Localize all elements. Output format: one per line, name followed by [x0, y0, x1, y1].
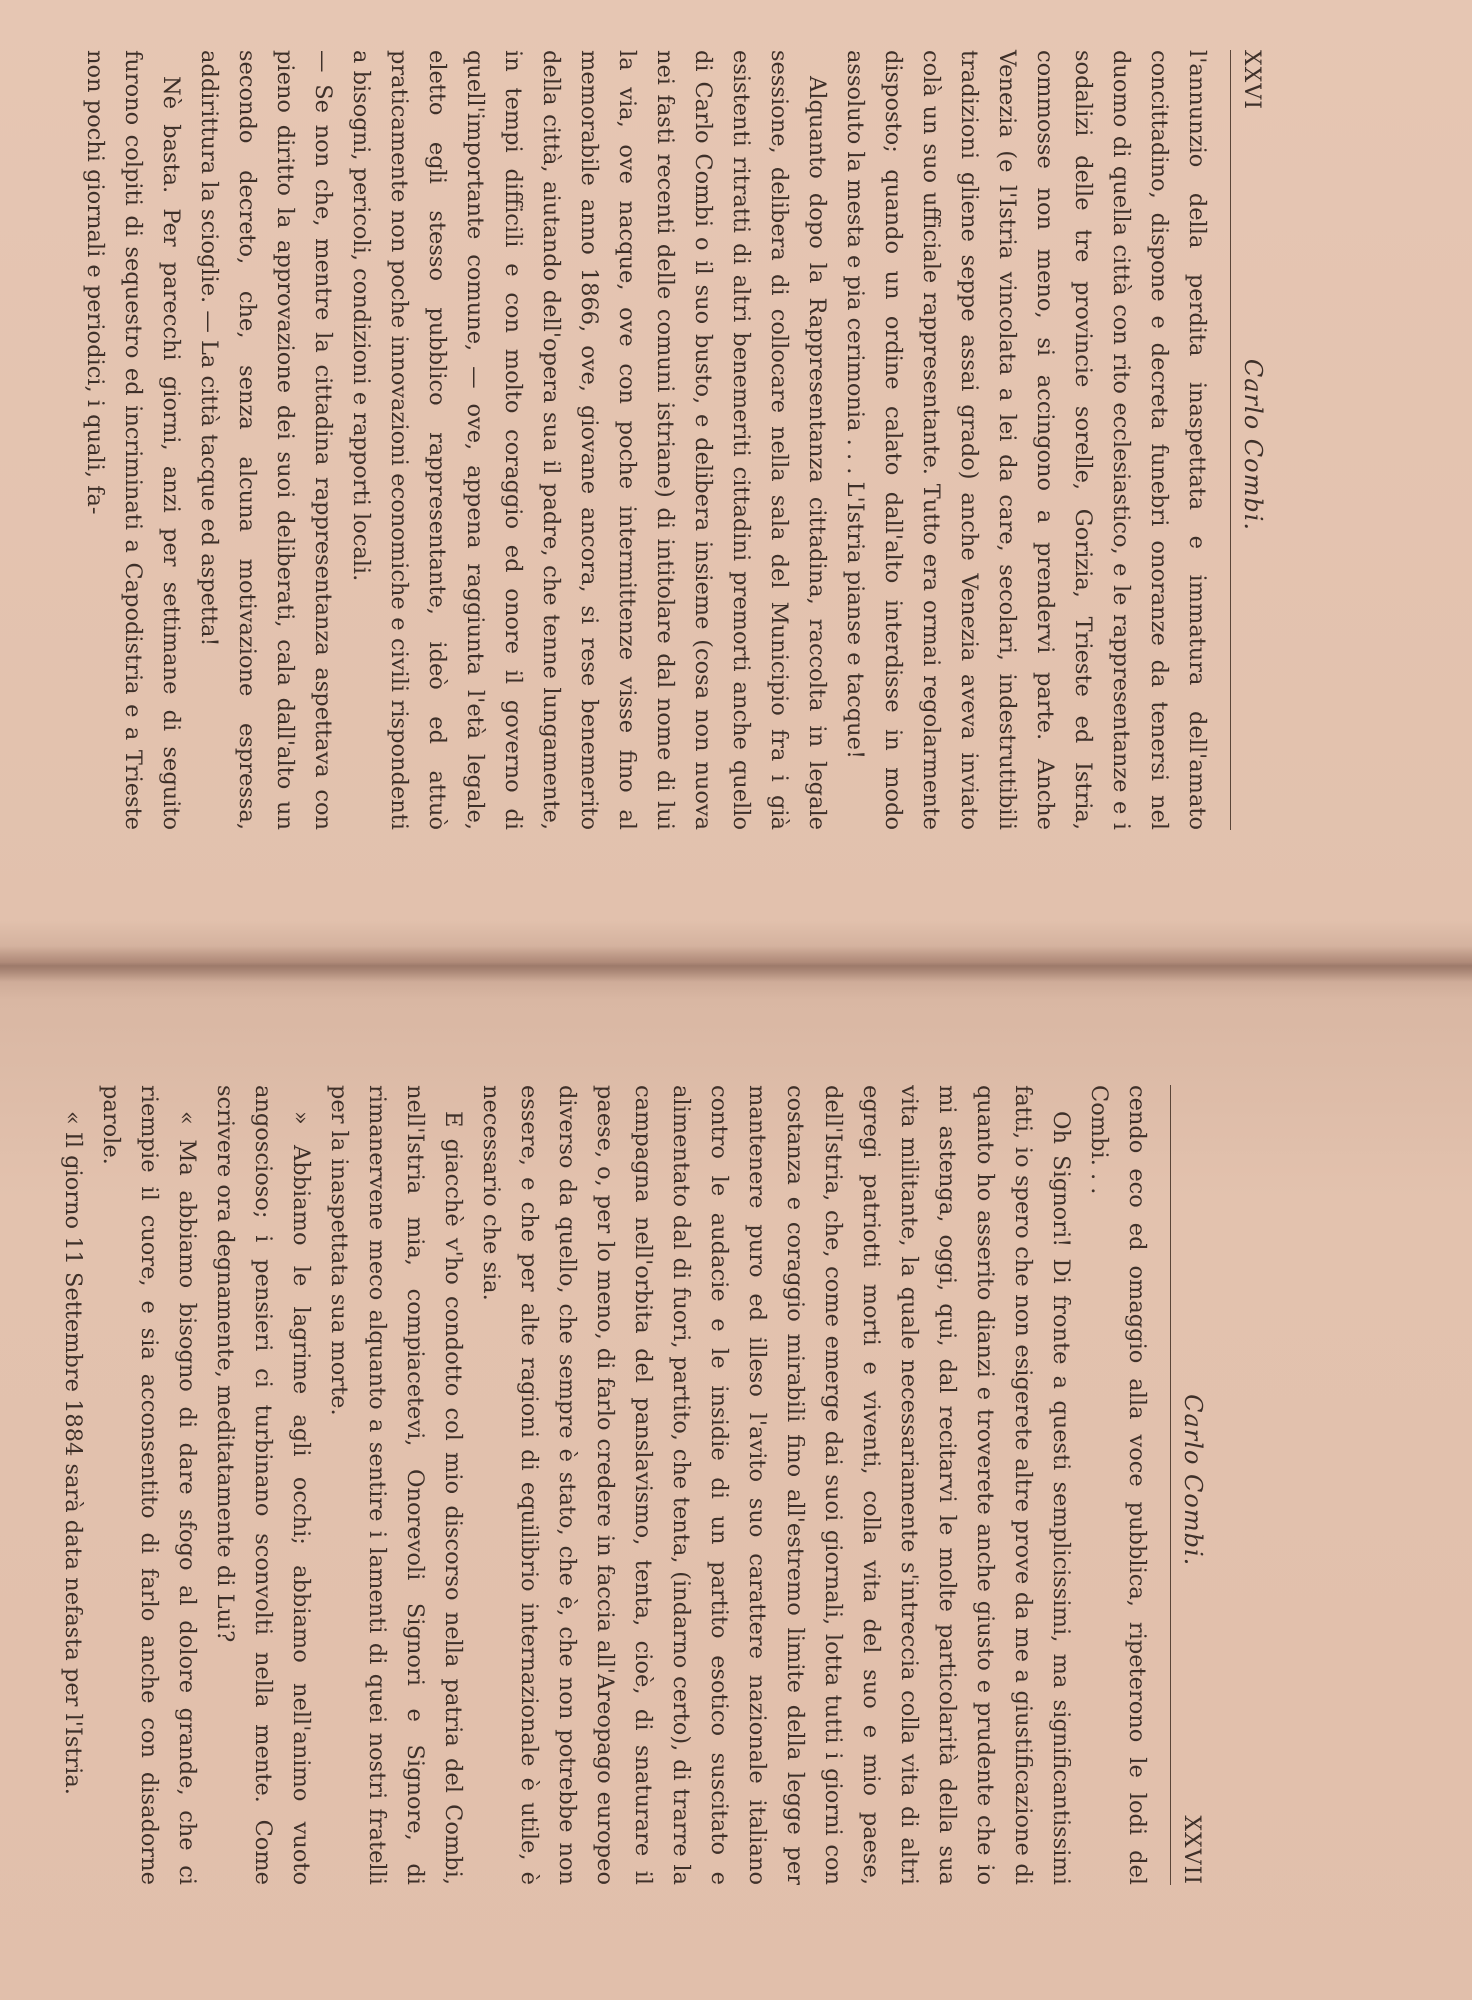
right-page-text-block [0, 1085, 1207, 1885]
left-page-header [1230, 50, 1267, 830]
page-number: XXVII [1179, 1815, 1204, 1885]
paragraph: Oh Signori! Di fronte a questi semplicissimi, ma significantissimi fatti, io spero che non esigerete altre prove da me a giustificazione di quanto ho asserito dianzi e troverete anche giusto e prudente che io mi astenga, oggi, qui, dal recitarvi le molte particolarità della sua vita militante, la quale necessariamente s'intreccia colla vita di altri egregi patriotti morti e viventi, colla vita del suo e mio paese, dell'Istria, che, come emerge dai suoi giornali, lotta tutti i giorni con costanza e coraggio mirabili fino all'estremo limite della legge per mantenere puro ed illeso l'avito suo carattere nazionale italiano contro le audacie e le insidie di un partito esotico suscitato e alimentato dal di fuori, partito, che tenta, (indarno certo), di trarre la campagna nell'orbita del panslavismo, tenta, cioè, di snaturare il paese, o, per lo meno, di farlo credere in faccia all'Areopago europeo diverso da quello, che sempre è stato, che è, che non potrebbe non essere, e che per alte ragioni di equilibrio internazionale è utile, è necessario che sia. [478, 1085, 1074, 1885]
paragraph: « Ma abbiamo bisogno di dare sfogo al dolore grande, che ci riempie il cuore, e sia acconsentito di farlo anche con disadorne parole. [98, 1085, 200, 1885]
paragraph: E giacchè v'ho condotto col mio discorso nella patria del Combi, nell'Istria mia, compiacetevi, Onorevoli Signori e Signore, di rimanervene meco alquanto a sentire i lamenti di quei nostri fratelli per la inaspettata sua morte. [326, 1085, 466, 1885]
right-page [0, 985, 1472, 2000]
paragraph: « Il giorno 11 Settembre 1884 sarà data nefasta per l'Istria. [60, 1111, 86, 1795]
paragraph: Alquanto dopo la Rappresentanza cittadina, raccolta in legale sessione, delibera di collocare nella sala del Municipio fra i già esistenti ritratti di altri benemeriti cittadini premorti anche quello di Carlo Combi o il suo busto, e delibera insieme (cosa non nuova nei fasti recenti delle comuni istriane) di intitolare dal nome di lui la via, ove nacque, ove con poche intermittenze visse fino al memorabile anno 1866, ove, giovane ancora, si rese benemerito della città, aiutando dell'opera sua il padre, che tenne lungamente, in tempi difficili e con molto coraggio ed onore il governo di quell'importante comune, — ove, appena raggiunta l'età legale, eletto egli stesso pubblico rappresentante, ideò ed attuò praticamente non poche innovazioni economiche e civili rispondenti a bisogni, pericoli, condizioni e rapporti locali. [348, 50, 830, 830]
left-page [0, 0, 1472, 960]
paragraph: l'annunzio della perdita inaspettata e immatura dell'amato concittadino, dispone e decreta funebri onoranze da tenersi nel duomo di quella città con rito ecclesiastico, e le rappresentanze e i sodalizi delle tre provincie sorelle, Gorizia, Trieste ed Istria, commosse non meno, si accingono a prendervi parte. Anche Venezia (e l'Istria vincolata a lei da care, secolari, indestruttibili tradizioni gliene seppe assai grado) anche Venezia aveva inviato colà un suo ufficiale rappresentante. Tutto era ormai regolarmente disposto; quando un ordine calato dall'alto interdisse in modo assoluto la mesta e pia cerimonia . . . L'Istria pianse e tacque! [842, 50, 1210, 830]
page-number: XXVI [1239, 50, 1264, 110]
paragraph: cendo eco ed omaggio alla voce pubblica, ripeterono le lodi del Combi. . . [1086, 1085, 1150, 1885]
left-page-body [76, 50, 1216, 830]
running-title: Carlo Combi. [1239, 358, 1267, 532]
running-title: Carlo Combi. [1179, 1394, 1207, 1567]
right-page-header [1170, 1085, 1207, 1885]
paragraph: » Abbiamo le lagrime agli occhi; abbiamo nell'animo vuoto angoscioso; i pensieri ci turbinano sconvolti nella mente. Come scrivere ora degnamente, meditatamente di Lui? [212, 1085, 314, 1885]
right-page-body [54, 1085, 1156, 1885]
paragraph: — Se non che, mentre la cittadina rappresentanza aspettava con pieno diritto la approvazione dei suoi deliberati, cala dall'alto un secondo decreto, che, senza alcuna motivazione espressa, addirittura la scioglie. — La città tacque ed aspetta! [196, 50, 336, 830]
left-page-text-block [7, 50, 1267, 830]
paragraph: Nè basta. Per parecchi giorni, anzi per settimane di seguito furono colpiti di sequestro ed incriminati a Capodistria e a Trieste non pochi giornali e periodici, i quali, fa- [82, 50, 184, 830]
